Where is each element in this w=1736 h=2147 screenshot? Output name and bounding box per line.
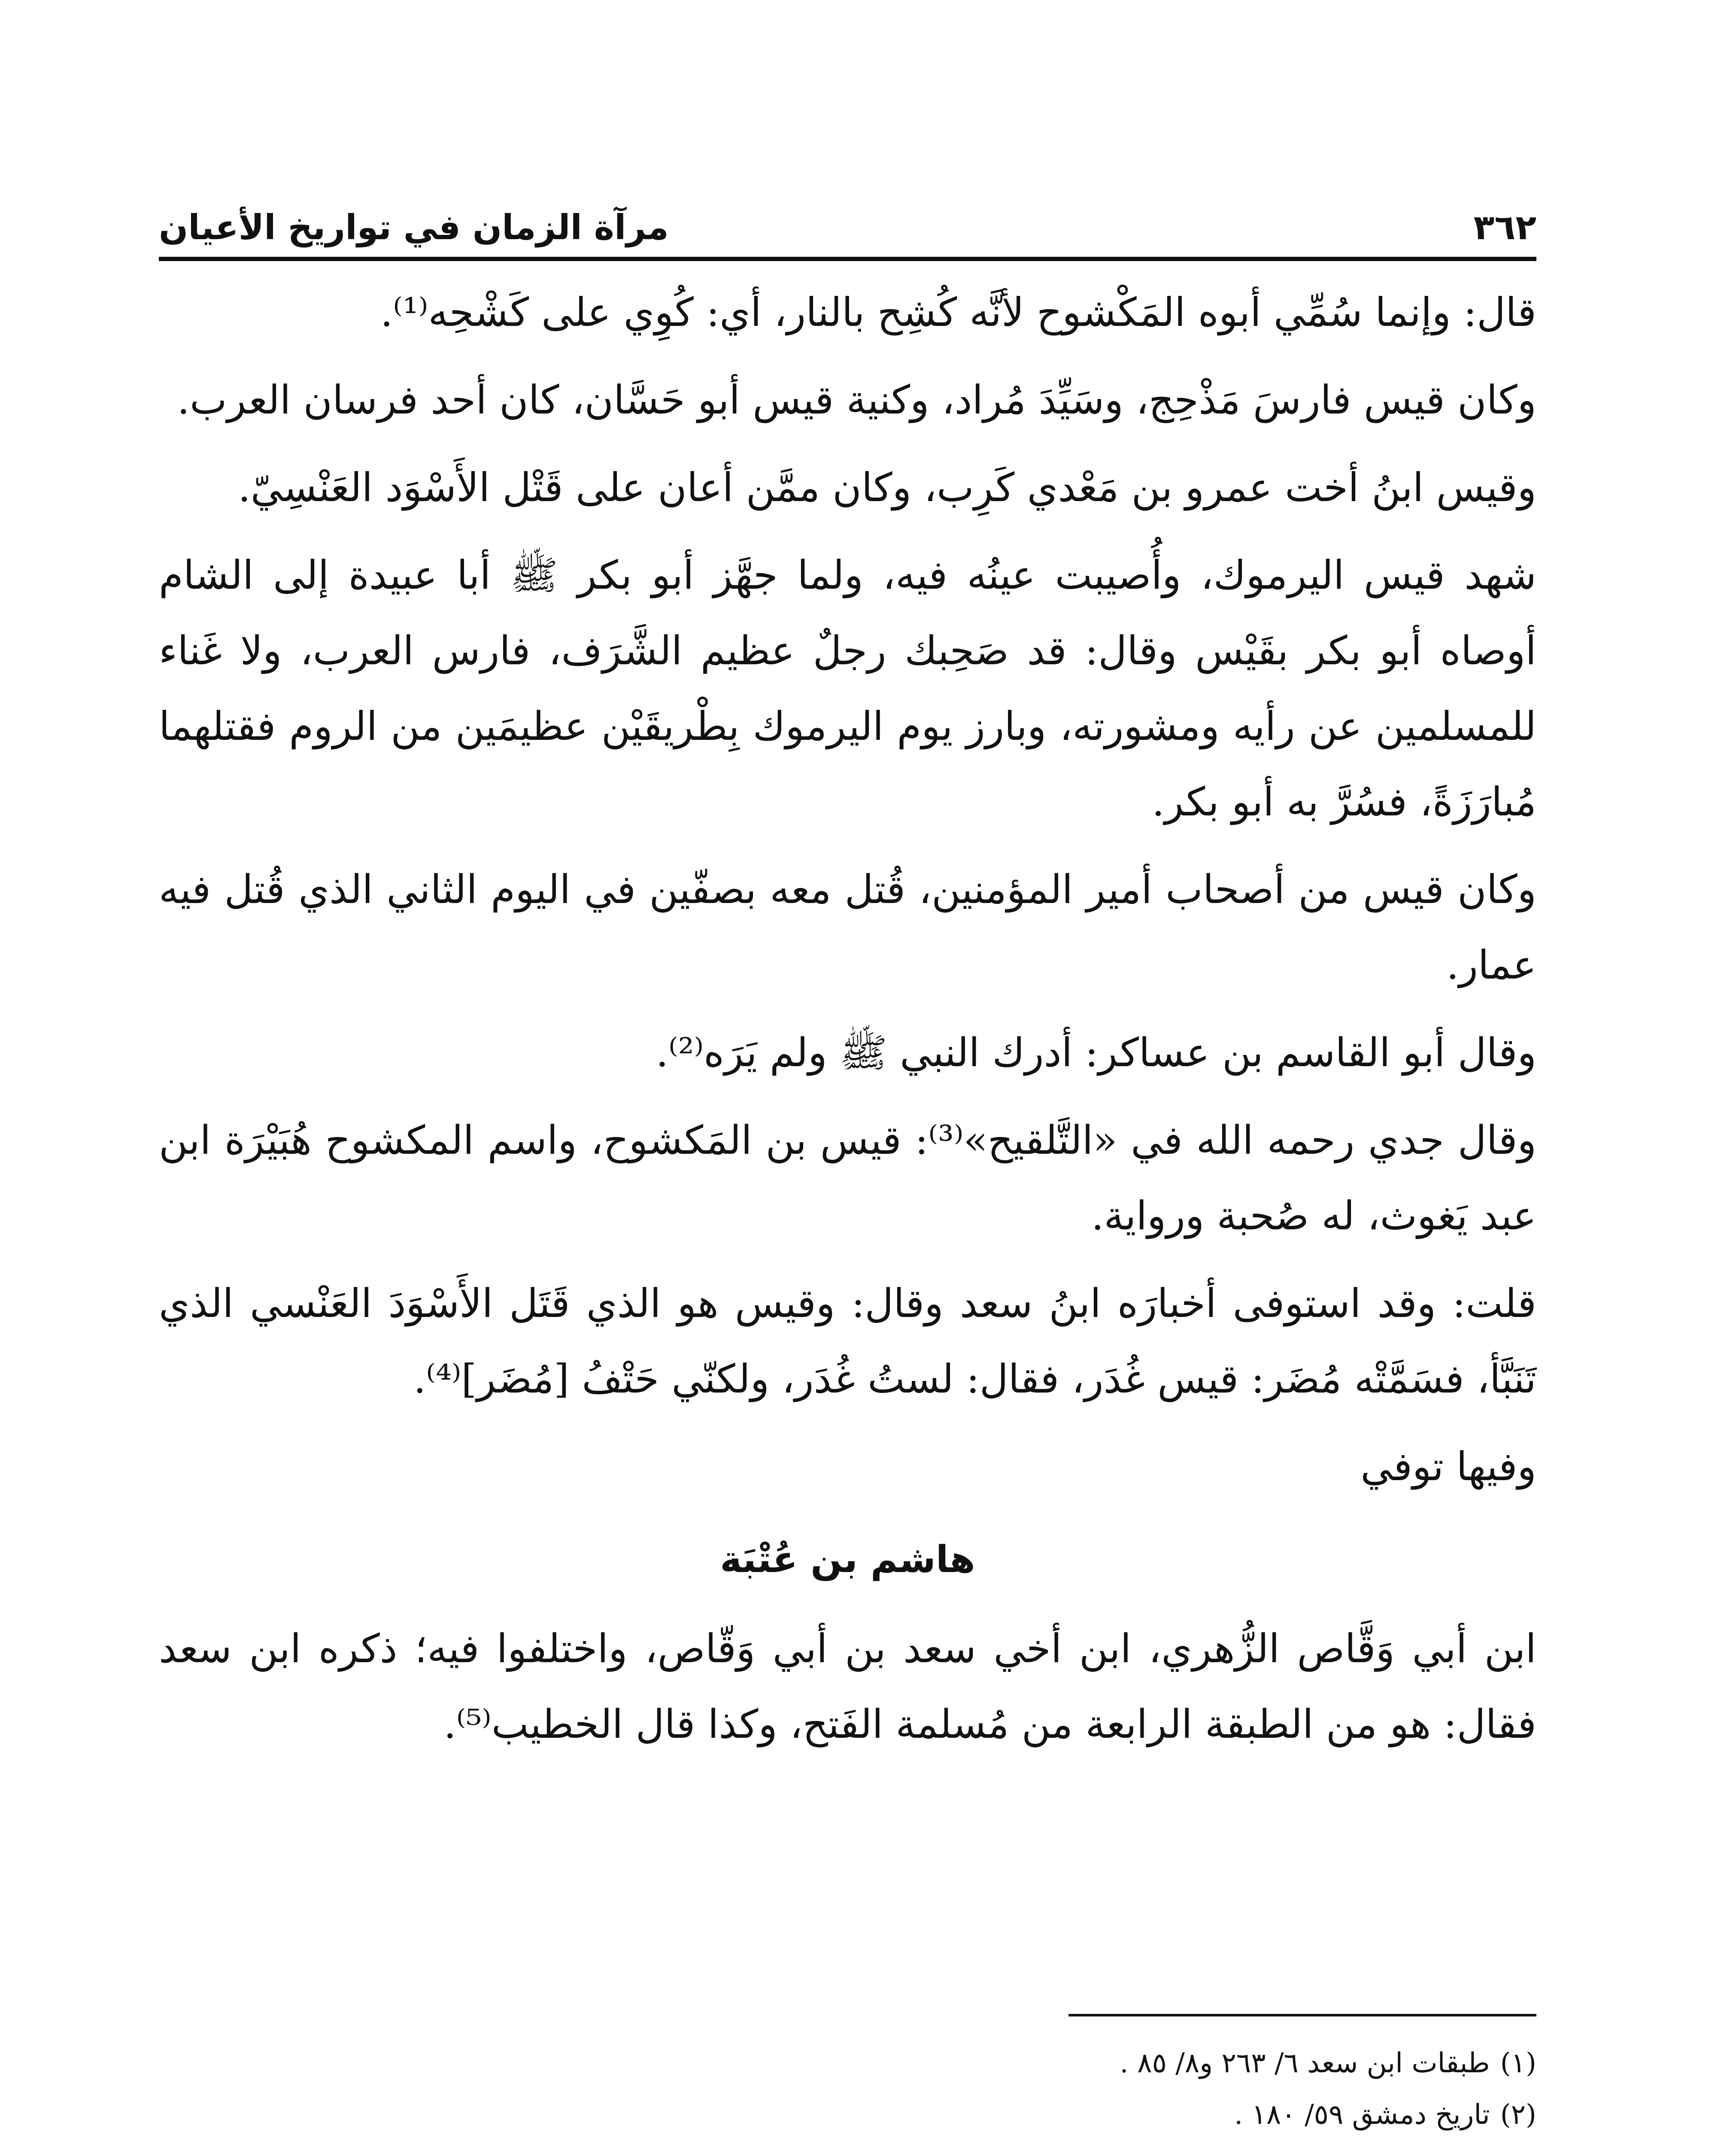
footnote	[159, 2089, 1536, 2141]
section-heading: هاشم بن عُتْبَة	[720, 1538, 975, 1581]
footnote	[159, 2141, 1536, 2147]
paragraph: وقال أبو القاسم بن عساكر: أدرك النبي ﷺ ولم يَرَه⁽²⁾.	[656, 1030, 1536, 1076]
paragraph: وقال جدي رحمه الله في «التَّلقيح»⁽³⁾: قيس بن المَكشوح، واسم المكشوح هُبَيْرَة ابن عبد يَغوث، له صُحبة ورواية.	[159, 1117, 1537, 1239]
page-header	[159, 185, 1536, 245]
main-text	[159, 275, 1536, 1774]
paragraph: وفيها توفي	[1360, 1444, 1536, 1490]
footnote-text	[159, 2141, 1490, 2147]
paragraph: قال: وإنما سُمِّي أبوه المَكْشوح لأنَّه كُشِح بالنار، أي: كُوِي على كَشْحِه⁽¹⁾.	[380, 289, 1536, 335]
footnote-line	[159, 2141, 1490, 2147]
paragraph: وكان قيس من أصحاب أمير المؤمنين، قُتل معه بصفّين في اليوم الثاني الذي قُتل فيه عمار.	[159, 867, 1536, 988]
footnote-number: (٢)	[1500, 2099, 1536, 2131]
book-title: مرآة الزمان في تواريخ الأعيان	[159, 207, 669, 247]
footnote-separator	[1068, 2014, 1536, 2016]
footnote-number	[1500, 2141, 1536, 2147]
footnote-number: (١)	[1500, 2047, 1536, 2079]
footnotes	[159, 2038, 1536, 2147]
paragraph: قلت: وقد استوفى أخبارَه ابنُ سعد وقال: وقيس هو الذي قَتَل الأَسْوَدَ العَنْسي الذي تَنَبَّأ، فسَمَّتْه مُضَر: قيس غُدَر، فقال: لستُ غُدَر، ولكنّي حَتْفُ [مُضَر]⁽⁴⁾.	[159, 1280, 1536, 1402]
paragraph: وقيس ابنُ أخت عمرو بن مَعْدي كَرِب، وكان ممَّن أعان على قَتْل الأَسْوَد العَنْسِيّ.	[238, 465, 1536, 511]
page-number: ٣٦٢	[1473, 207, 1536, 247]
footnote-line: طبقات ابن سعد ٦/ ٢٦٣ و٨/ ٨٥ .	[1120, 2047, 1490, 2079]
paragraph: شهد قيس اليرموك، وأُصيبت عينُه فيه، ولما جهَّز أبو بكر ﷺ أبا عبيدة إلى الشام أوصاه أبو بكر بقَيْس وقال: قد صَحِبك رجلٌ عظيم الشَّرَف، فارس العرب، ولا غَناء للمسلمين عن رأيه ومشورته، وبارز يوم اليرموك بِطْريقَيْن عظيمَين من الروم فقتلهما مُبارَزَةً، فسُرَّ به أبو بكر.	[159, 552, 1536, 825]
paragraph: وكان قيس فارسَ مَذْحِج، وسَيِّدَ مُراد، وكنية قيس أبو حَسَّان، كان أحد فرسان العرب.	[177, 377, 1536, 423]
header-rule	[159, 257, 1536, 261]
footnote-line: تاريخ دمشق ٥٩/ ١٨٠ .	[1234, 2099, 1490, 2131]
footnote-text	[159, 2089, 1490, 2141]
footnote	[159, 2038, 1536, 2089]
paragraph: ابن أبي وَقَّاص الزُّهري، ابن أخي سعد بن أبي وَقّاص، واختلفوا فيه؛ ذكره ابن سعد فقال: هو من الطبقة الرابعة من مُسلمة الفَتح، وكذا قال الخطيب⁽⁵⁾.	[159, 1626, 1536, 1747]
footnote-text	[159, 2038, 1490, 2089]
